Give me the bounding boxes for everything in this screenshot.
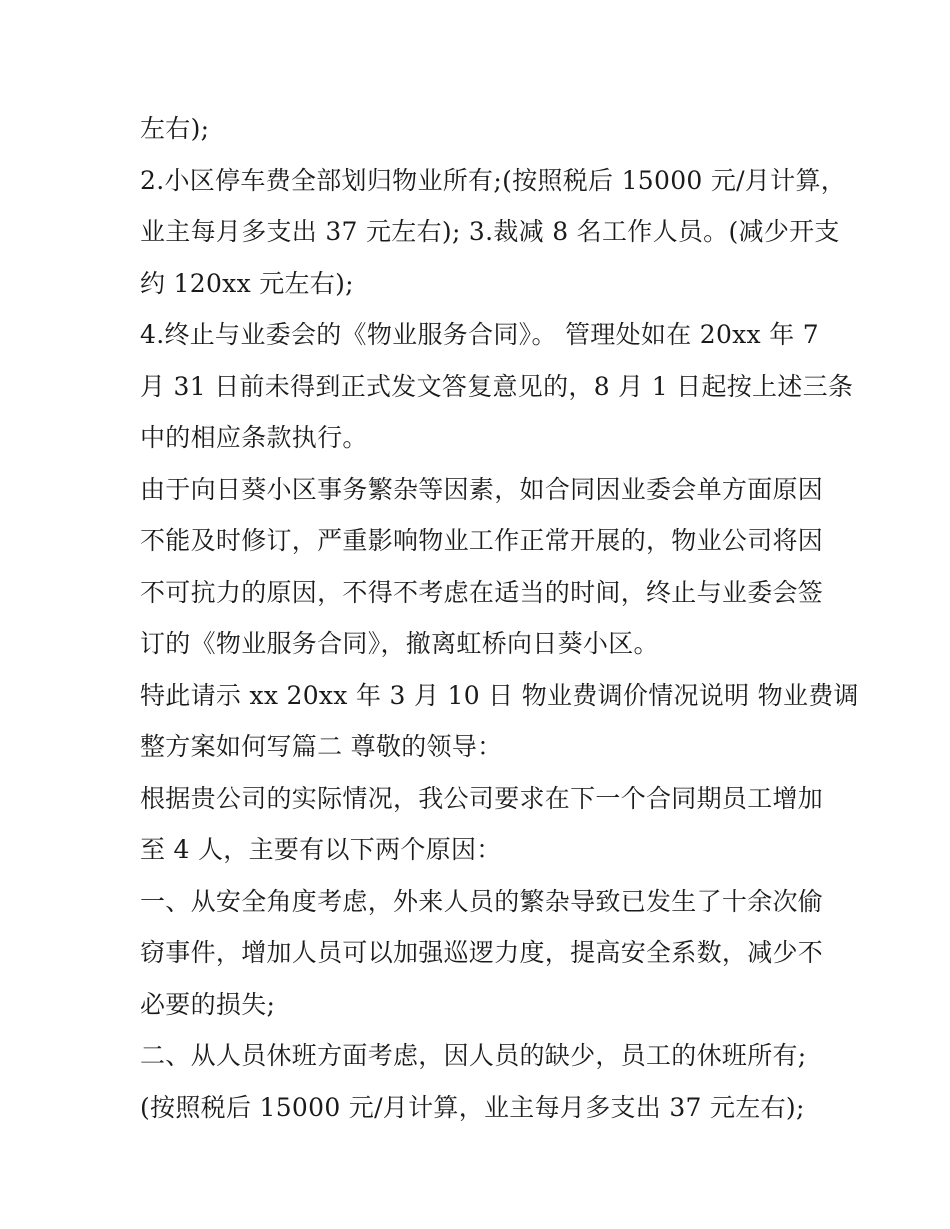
text-line: 业主每月多支出 37 元左右); 3.裁减 8 名工作人员。(减少开支 (140, 217, 840, 246)
text-line: 4.终止与业委会的《物业服务合同》。 管理处如在 20xx 年 7 (140, 320, 819, 349)
text-line: 左右); (140, 114, 210, 143)
text-line: (按照税后 15000 元/月计算，业主每月多支出 37 元左右); (140, 1092, 805, 1122)
text-line: 一、从安全角度考虑，外来人员的繁杂导致已发生了十余次偷 (140, 886, 824, 916)
text-line: 窃事件，增加人员可以加强巡逻力度，提高安全系数，减少不 (140, 938, 824, 967)
text-line: 2.小区停车费全部划归物业所有;(按照税后 15000 元/月计算， (140, 165, 847, 195)
text-line: 约 120xx 元左右); (140, 268, 354, 298)
text-line: 整方案如何写篇二 尊敬的领导： (140, 732, 503, 761)
text-line: 月 31 日前未得到正式发文答复意见的，8 月 1 日起按上述三条 (140, 371, 854, 401)
text-line: 必要的损失; (140, 989, 276, 1019)
text-line: 特此请示 xx 20xx 年 3 月 10 日 物业费调价情况说明 物业费调 (140, 680, 859, 710)
text-line: 由于向日葵小区事务繁杂等因素，如合同因业委会单方面原因 (140, 474, 824, 504)
text-line: 二、从人员休班方面考虑，因人员的缺少，员工的休班所有; (140, 1041, 807, 1070)
text-line: 订的《物业服务合同》，撤离虹桥向日葵小区。 (140, 629, 659, 658)
text-line: 中的相应条款执行。 (140, 423, 368, 452)
text-line: 至 4 人，主要有以下两个原因： (140, 835, 502, 864)
document-body (140, 103, 859, 1133)
text-line: 不可抗力的原因，不得不考虑在适当的时间，终止与业委会签 (140, 577, 824, 607)
text-line: 不能及时修订，严重影响物业工作正常开展的，物业公司将因 (140, 526, 824, 555)
text-line: 根据贵公司的实际情况，我公司要求在下一个合同期员工增加 (140, 783, 824, 813)
